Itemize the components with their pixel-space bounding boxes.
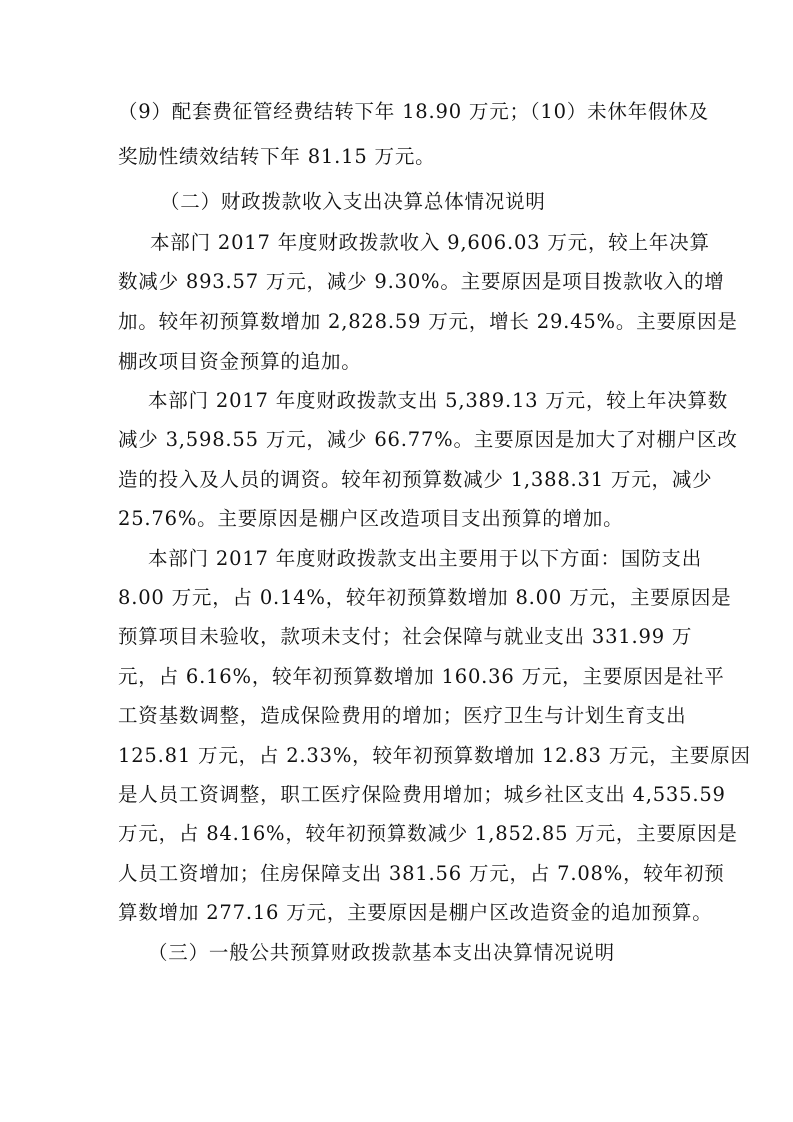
paragraph-line: 奖励性绩效结转下年 81.15 万元。 — [118, 145, 436, 168]
paragraph-line: 算数增加 277.16 万元，主要原因是棚户区改造资金的追加预算。 — [118, 901, 713, 924]
paragraph-line: 棚改项目资金预算的追加。 — [118, 350, 362, 373]
paragraph-line: 元，占 6.16%，较年初预算数增加 160.36 万元，主要原因是社平 — [118, 665, 725, 688]
paragraph-line: 数减少 893.57 万元，减少 9.30%。主要原因是项目拨款收入的增 — [118, 270, 725, 293]
paragraph-line: 25.76%。主要原因是棚户区改造项目支出预算的增加。 — [118, 507, 624, 530]
paragraph-line: 本部门 2017 年度财政拨款支出 5,389.13 万元，较上年决算数 — [148, 389, 729, 412]
paragraph-line: 是人员工资调整，职工医疗保险费用增加；城乡社区支出 4,535.59 — [118, 783, 726, 806]
section-heading-3: （三）一般公共预算财政拨款基本支出决算情况说明 — [148, 941, 615, 964]
paragraph-line: 工资基数调整，造成保险费用的增加；医疗卫生与计划生育支出 — [118, 704, 687, 727]
paragraph-line: 人员工资增加；住房保障支出 381.56 万元，占 7.08%，较年初预 — [118, 862, 725, 885]
paragraph-line: 万元，占 84.16%，较年初预算数减少 1,852.85 万元，主要原因是 — [118, 822, 738, 845]
paragraph-line: 造的投入及人员的调资。较年初预算数减少 1,388.31 万元，减少 — [118, 468, 713, 491]
paragraph-line: 本部门 2017 年度财政拨款收入 9,606.03 万元，较上年决算 — [150, 231, 710, 254]
section-heading-2: （二）财政拨款收入支出决算总体情况说明 — [160, 190, 546, 213]
paragraph-line: 减少 3,598.55 万元，减少 66.77%。主要原因是加大了对棚户区改 — [118, 428, 738, 451]
paragraph-line: 本部门 2017 年度财政拨款支出主要用于以下方面：国防支出 — [148, 547, 703, 570]
paragraph-line: 8.00 万元，占 0.14%，较年初预算数增加 8.00 万元，主要原因是 — [118, 586, 732, 609]
paragraph-line: 125.81 万元，占 2.33%，较年初预算数增加 12.83 万元，主要原因 — [118, 744, 751, 767]
paragraph-line: 预算项目未验收，款项未支付；社会保障与就业支出 331.99 万 — [118, 625, 693, 648]
paragraph-line: （9）配套费征管经费结转下年 18.90 万元；（10）未休年假休及 — [118, 100, 709, 123]
paragraph-line: 加。较年初预算数增加 2,828.59 万元，增长 29.45%。主要原因是 — [118, 310, 738, 333]
